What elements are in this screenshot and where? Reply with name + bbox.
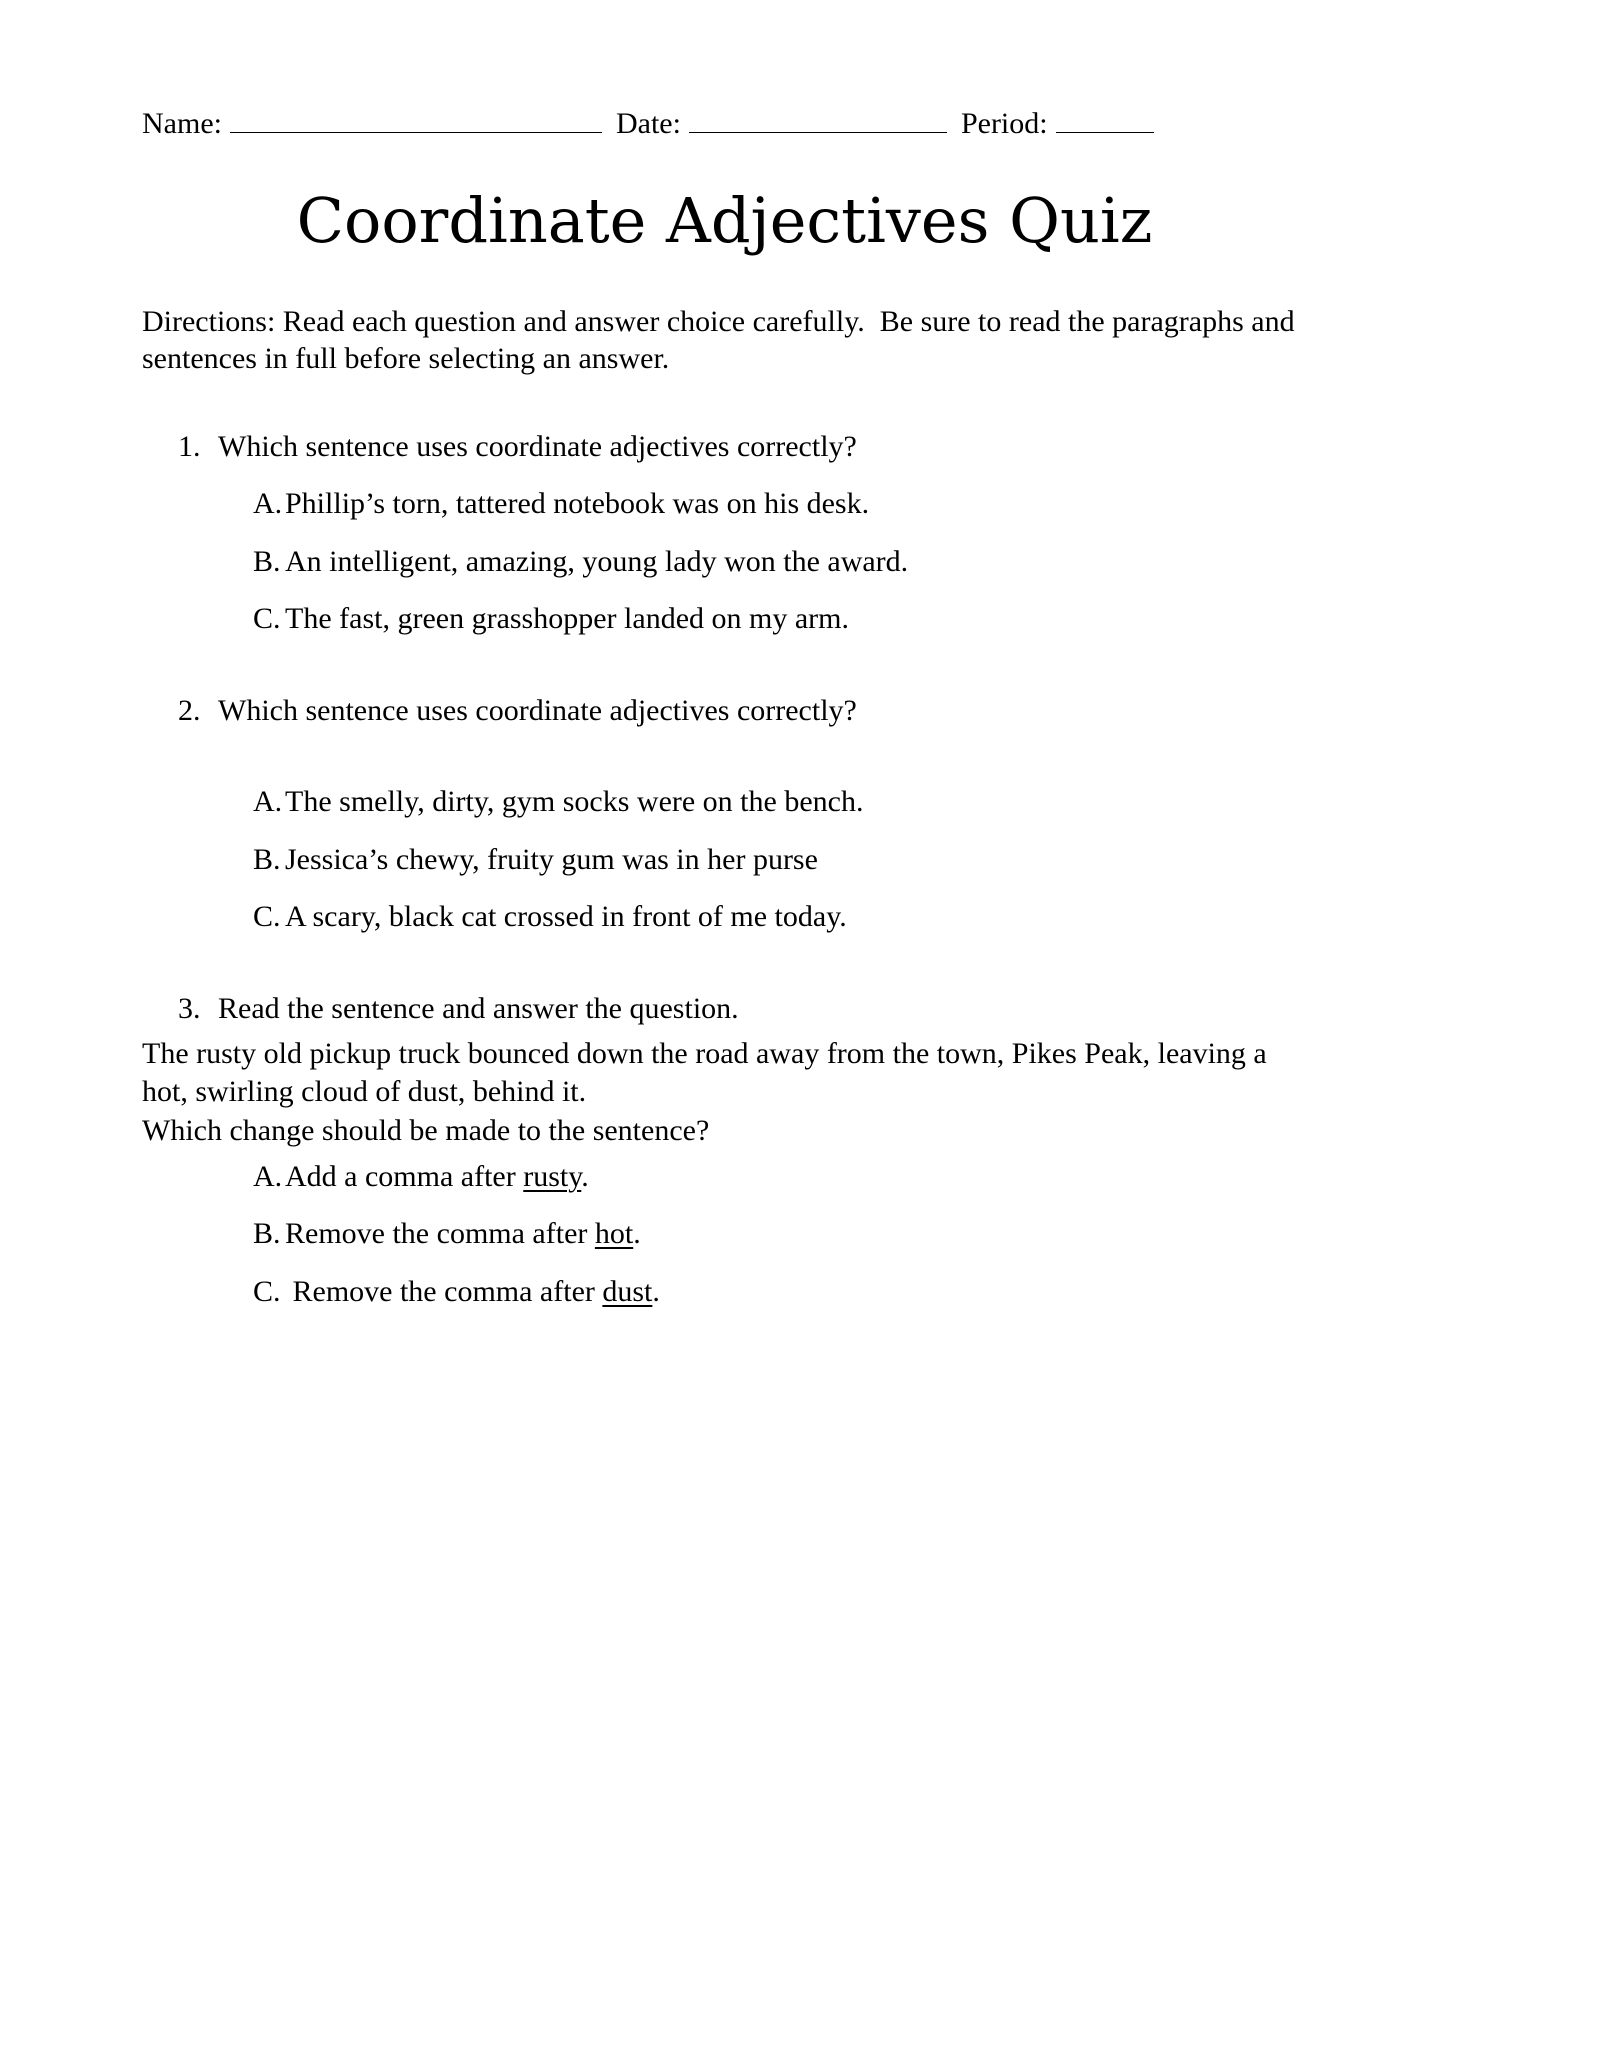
question-3-text: Read the sentence and answer the question. xyxy=(218,991,739,1025)
question-3-followup: Which change should be made to the sentence? xyxy=(142,1114,710,1147)
question-3-number: 3. xyxy=(178,991,201,1025)
question-1-option-b xyxy=(253,543,1307,581)
option-letter: A. xyxy=(253,1159,283,1193)
directions-text: Directions: Read each question and answer choice carefully. Be sure to read the paragraphs and sentences in full before selecting an answer. xyxy=(142,304,1303,375)
question-1-option-a xyxy=(253,485,1307,523)
option-text: A scary, black cat crossed in front of me today. xyxy=(285,900,847,933)
option-text: An intelligent, amazing, young lady won the award. xyxy=(285,544,909,578)
option-letter: B. xyxy=(253,544,281,578)
underlined-word: rusty xyxy=(523,1159,582,1193)
option-letter: B. xyxy=(253,1217,281,1250)
option-text-prefix: Remove the comma after xyxy=(285,1217,595,1250)
option-text: The smelly, dirty, gym socks were on the bench. xyxy=(285,785,864,818)
option-text xyxy=(285,1273,660,1311)
question-3-option-c xyxy=(253,1273,1307,1311)
option-text: Jessica’s chewy, fruity gum was in her purse xyxy=(285,842,818,876)
option-letter: A. xyxy=(253,785,283,818)
period-blank-line xyxy=(1056,103,1154,133)
question-1-text: Which sentence uses coordinate adjectives correctly? xyxy=(218,429,857,463)
option-text: Phillip’s torn, tattered notebook was on his desk. xyxy=(285,487,870,520)
period-label: Period: xyxy=(960,107,1048,140)
question-2-text-row xyxy=(142,692,1307,730)
question-1-text-row xyxy=(142,428,1307,466)
question-3-text-row xyxy=(142,990,1307,1028)
name-blank-line xyxy=(230,103,602,133)
question-3-option-b xyxy=(253,1215,1307,1253)
underlined-word: dust xyxy=(602,1274,653,1308)
question-1-option-c xyxy=(253,600,1307,638)
question-2-number: 2. xyxy=(178,693,201,727)
question-2-text: Which sentence uses coordinate adjectives correctly? xyxy=(218,693,857,727)
underlined-word: hot xyxy=(594,1217,634,1250)
option-letter: C. xyxy=(253,1274,281,1308)
option-letter: A. xyxy=(253,487,283,520)
option-text xyxy=(285,1158,589,1196)
question-2-option-a xyxy=(253,783,1307,821)
option-text-suffix: . xyxy=(633,1217,641,1250)
page-title: Coordinate Adjectives Quiz xyxy=(296,183,1153,257)
option-text-prefix: Remove the comma after xyxy=(285,1274,603,1308)
question-2-option-b xyxy=(253,841,1307,879)
name-label: Name: xyxy=(142,107,222,140)
option-text xyxy=(285,1215,641,1253)
option-text-suffix: . xyxy=(652,1274,660,1308)
question-3-passage: The rusty old pickup truck bounced down the road away from the town, Pikes Peak, leaving a hot, swirling cloud of dust, behind it. xyxy=(142,1037,1275,1108)
question-2-option-c xyxy=(253,898,1307,936)
question-1 xyxy=(142,428,1307,638)
date-blank-line xyxy=(689,103,947,133)
question-1-number: 1. xyxy=(178,429,201,463)
page-content xyxy=(142,103,1307,1310)
option-text-prefix: Add a comma after xyxy=(285,1159,524,1193)
date-label: Date: xyxy=(615,107,681,140)
question-3 xyxy=(142,990,1307,1311)
option-letter: C. xyxy=(253,900,281,933)
option-text-suffix: . xyxy=(581,1159,589,1193)
question-3-option-a xyxy=(253,1158,1307,1196)
header-row xyxy=(142,103,1307,143)
option-letter: B. xyxy=(253,842,281,876)
option-text: The fast, green grasshopper landed on my arm. xyxy=(285,602,849,635)
question-2 xyxy=(142,692,1307,936)
option-letter: C. xyxy=(253,602,281,635)
